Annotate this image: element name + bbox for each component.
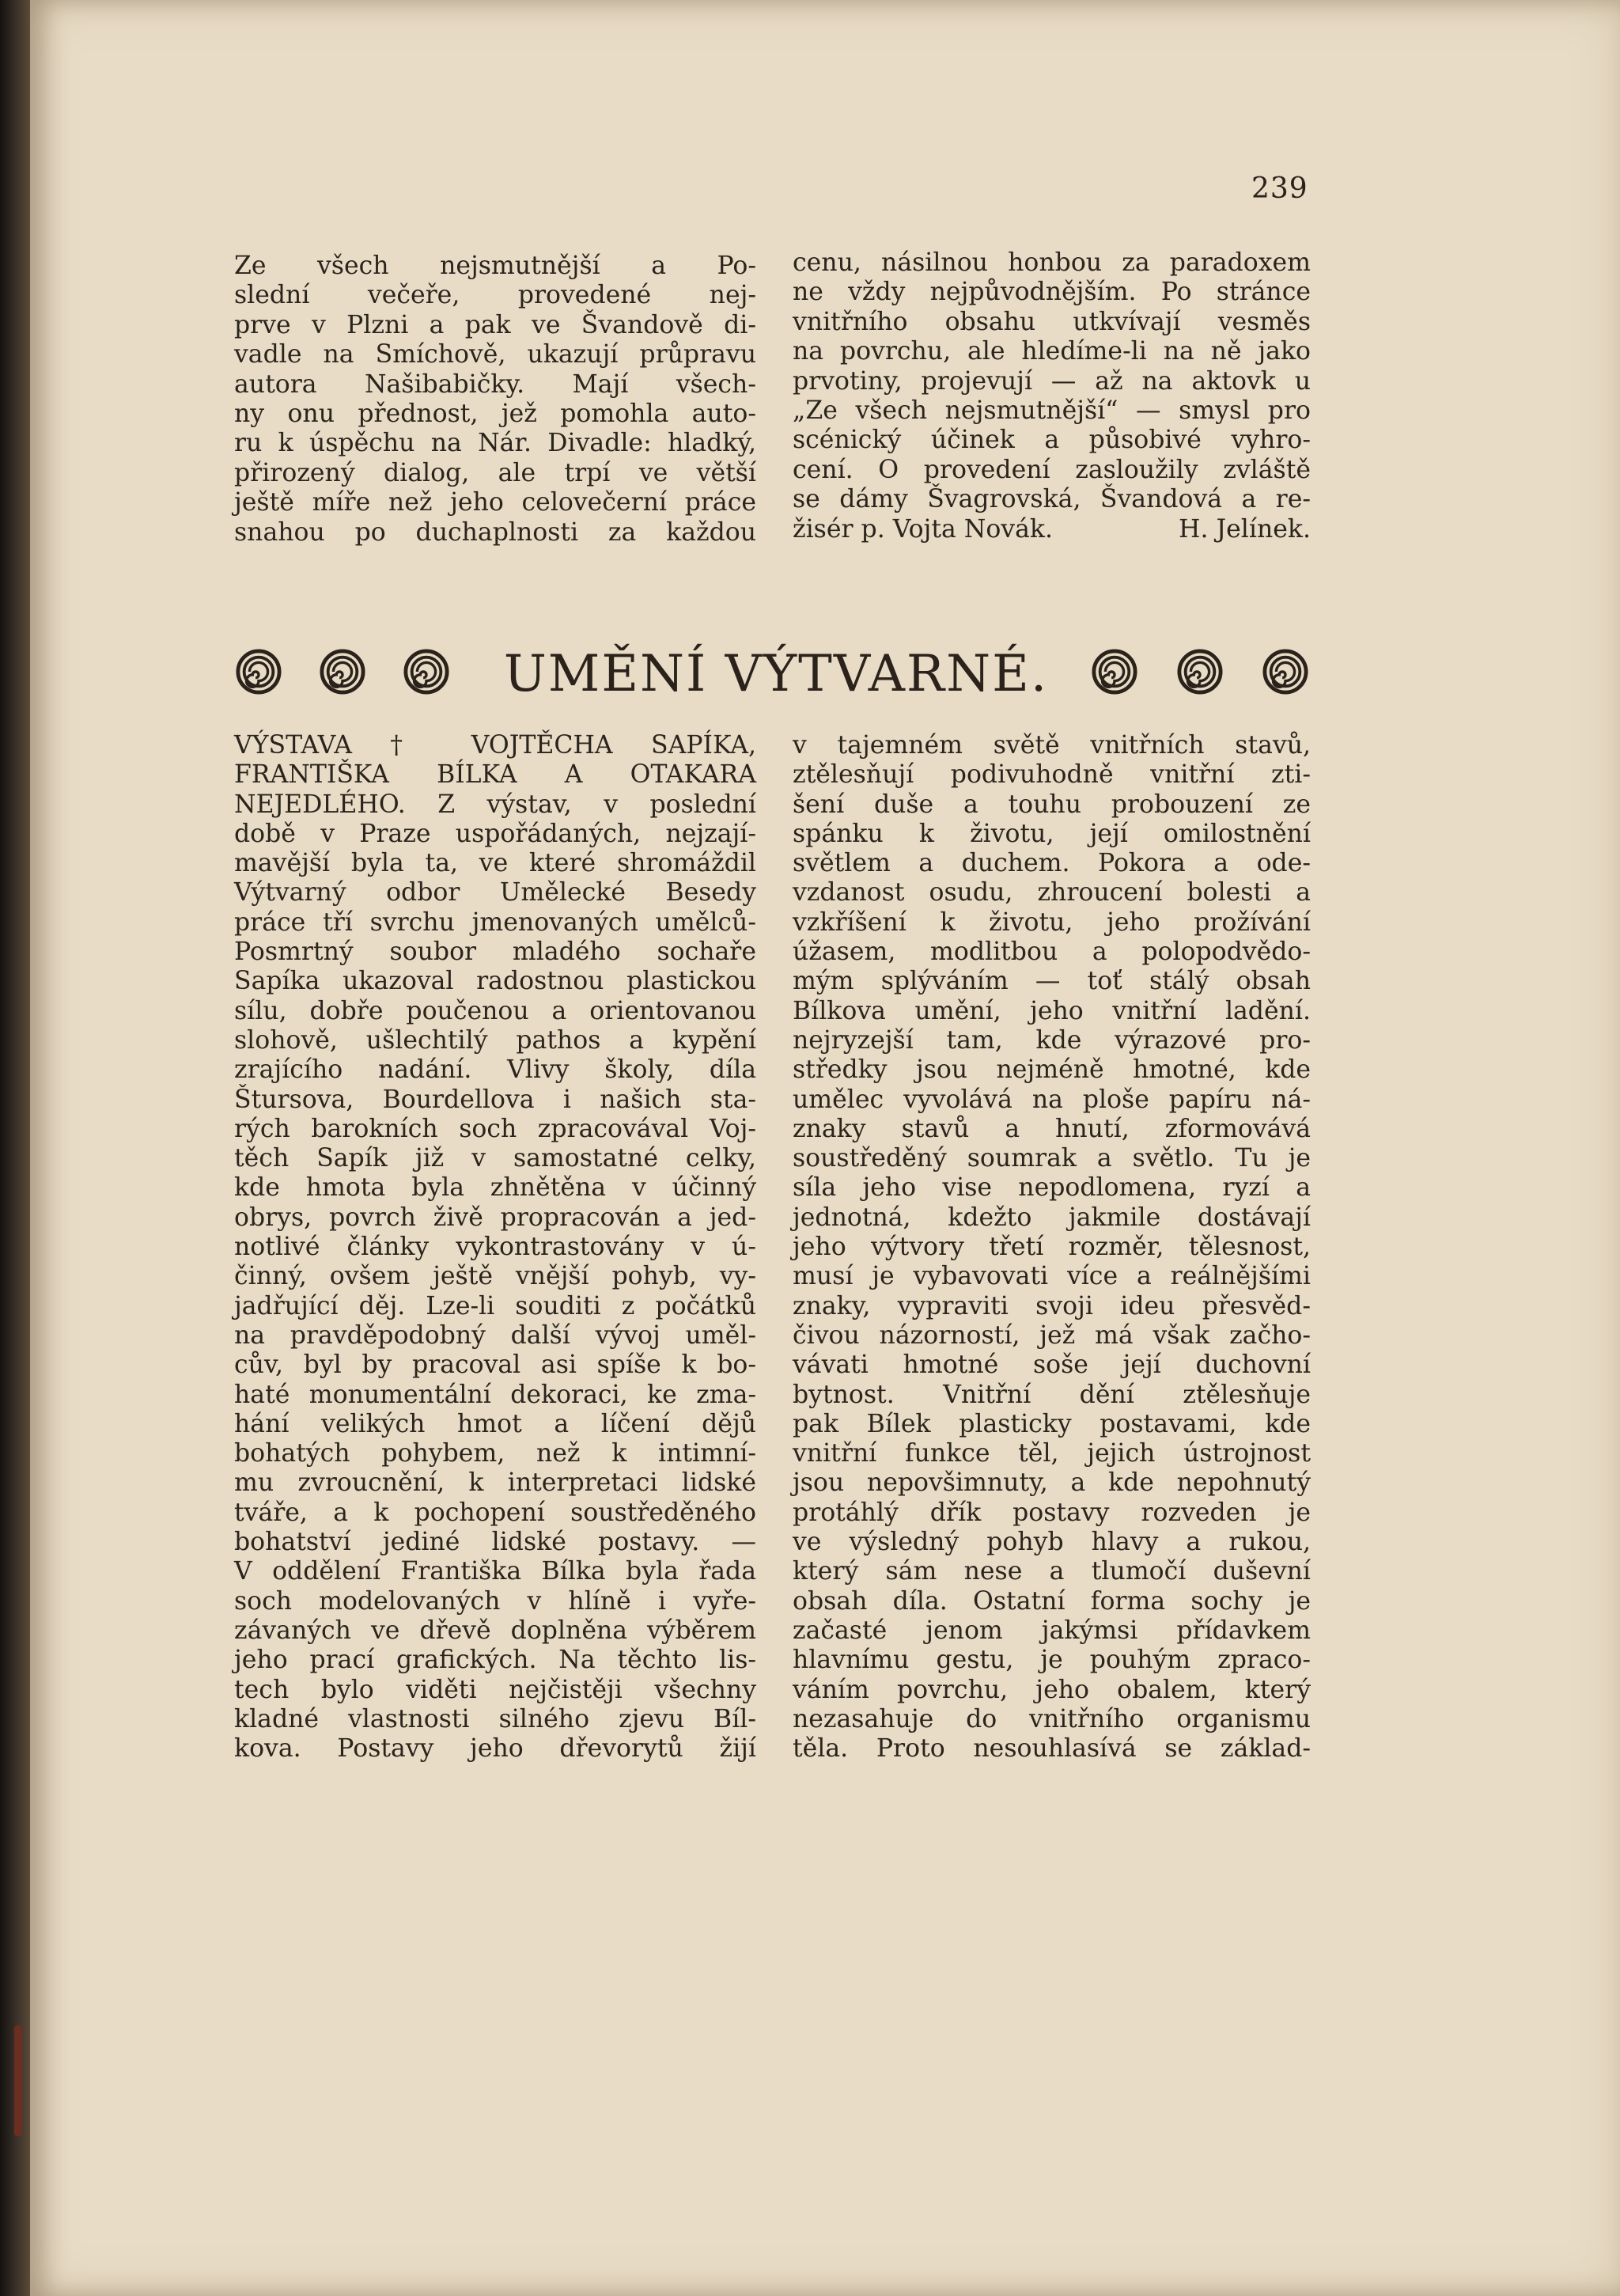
text-line: mým splýváním — toť stálý obsah <box>793 967 1311 996</box>
text-line: přirozený dialog, ale trpí ve větší <box>234 458 756 487</box>
text-line: „Ze všech nejsmutnější“ — smysl pro <box>793 396 1311 426</box>
text-line: síla jeho vise nepodlomena, ryzí a <box>793 1173 1311 1203</box>
text-line: znaky, vypraviti svoji ideu přesvěd- <box>793 1291 1311 1320</box>
review-right-column <box>793 248 1311 544</box>
text-line: světlem a duchem. Pokora a ode- <box>793 849 1311 878</box>
text-line: mavější byla ta, ve které shromáždil <box>234 849 756 878</box>
text-line: hání velikých hmot a líčení dějů <box>234 1409 756 1438</box>
text-line: umělec vyvolává na ploše papíru ná- <box>793 1085 1311 1114</box>
text-line: vadle na Smíchově, ukazují průpravu <box>234 340 756 369</box>
text-line: notlivé články vykontrastovány v ú- <box>234 1233 756 1262</box>
text-line: ztělesňují podivuhodně vnitřní zti- <box>793 760 1311 790</box>
text-line: jednotná, kdežto jakmile dostávají <box>793 1203 1311 1232</box>
text-line: středky jsou nejméně hmotné, kde <box>793 1055 1311 1085</box>
spiral-rosette-icon <box>1262 649 1308 695</box>
text-line: slední večeře, provedené nej- <box>234 281 756 310</box>
text-line: soch modelovaných v hlíně i vyře- <box>234 1586 756 1616</box>
text-line: začasté jenom jakýmsi přídavkem <box>793 1616 1311 1645</box>
text-line: prvotiny, projevují — až na aktovk u <box>793 366 1311 396</box>
text-line: vnitřního obsahu utkvívají vesměs <box>793 307 1311 336</box>
text-line: bohatých pohybem, než k intimní- <box>234 1439 756 1468</box>
text-line: vzkříšení k životu, jeho prožívání <box>793 907 1311 937</box>
text-line: hlavnímu gestu, je pouhým zpraco- <box>793 1646 1311 1675</box>
text-line: činný, ovšem ještě vnější pohyb, vy- <box>234 1262 756 1291</box>
text-line: soustředěný soumrak a světlo. Tu je <box>793 1144 1311 1173</box>
text-line: ru k úspěchu na Nár. Divadle: hladký, <box>234 429 756 458</box>
review-left-column <box>234 252 756 547</box>
text-line: práce tří svrchu jmenovaných umělců- <box>234 907 756 937</box>
text-line: scénický účinek a působivé vyhro- <box>793 426 1311 455</box>
text-line: FRANTIŠKA BÍLKA A OTAKARA <box>234 760 756 790</box>
text-line: autora Našibabičky. Mají všech- <box>234 369 756 399</box>
text-line: obsah díla. Ostatní forma sochy je <box>793 1586 1311 1616</box>
text-line: těch Sapík již v samostatné celky, <box>234 1144 756 1173</box>
text-line: tech bylo viděti nejčistěji všechny <box>234 1675 756 1704</box>
text-line: pak Bílek plasticky postavami, kde <box>793 1409 1311 1438</box>
page-number: 239 <box>1251 172 1308 205</box>
text-line: bohatství jediné lidské postavy. — <box>234 1528 756 1557</box>
text-line: jsou nepovšimnuty, a kde nepohnutý <box>793 1468 1311 1498</box>
text-line: Výtvarný odbor Umělecké Besedy <box>234 878 756 907</box>
section-title: UMĚNÍ VÝTVARNÉ. <box>503 645 1049 703</box>
text-line: v tajemném světě vnitřních stavů, <box>793 731 1311 760</box>
text-line: rých barokních soch zpracovával Voj- <box>234 1114 756 1143</box>
text-line: nejryzejší tam, kde výrazové pro- <box>793 1025 1311 1055</box>
spiral-rosette-icon <box>403 649 449 695</box>
text-line: úžasem, modlitbou a polopodvědo- <box>793 938 1311 967</box>
book-binding <box>0 0 30 2296</box>
text-line: vzdanost osudu, zhroucení bolesti a <box>793 878 1311 907</box>
text-line: jeho výtvory třetí rozměr, tělesnost, <box>793 1233 1311 1262</box>
text-line: jeho prací grafických. Na těchto lis- <box>234 1646 756 1675</box>
spiral-rosette-icon <box>236 649 282 695</box>
text-line: váním povrchu, jeho obalem, který <box>793 1675 1311 1704</box>
binding-marker <box>14 2025 22 2136</box>
text-line: vnitřní funkce těl, jejich ústrojnost <box>793 1439 1311 1468</box>
text-line: cení. O provedení zasloužily zvláště <box>793 455 1311 484</box>
text-line: ne vždy nejpůvodnějším. Po stránce <box>793 278 1311 307</box>
text-line: době v Praze uspořádaných, nejzají- <box>234 819 756 848</box>
text-line: musí je vybavovati více a reálnějšími <box>793 1262 1311 1291</box>
text-line: Bílkova umění, jeho vnitřní ladění. <box>793 996 1311 1025</box>
text-line: snahou po duchaplnosti za každou <box>234 517 756 547</box>
text-line: čivou názorností, jež má však začho- <box>793 1320 1311 1350</box>
review-last-line: žisér p. Vojta Novák. <box>793 514 1053 544</box>
text-line: závaných ve dřevě doplněna výběrem <box>234 1616 756 1645</box>
text-line: haté monumentální dekoraci, ke zma- <box>234 1380 756 1409</box>
text-line: kladné vlastnosti silného zjevu Bíl- <box>234 1704 756 1733</box>
text-line: Sapíka ukazoval radostnou plastickou <box>234 967 756 996</box>
text-line: tváře, a k pochopení soustředěného <box>234 1498 756 1527</box>
spiral-rosette-icon <box>320 649 365 695</box>
text-line: na pravděpodobný další vývoj uměl- <box>234 1320 756 1350</box>
text-line: vávati hmotné soše její duchovní <box>793 1351 1311 1380</box>
text-line: sílu, dobře poučenou a orientovanou <box>234 996 756 1025</box>
text-line: obrys, povrch živě propracován a jed- <box>234 1203 756 1232</box>
text-line: cenu, násilnou honbou za paradoxem <box>793 248 1311 277</box>
text-line: NEJEDLÉHO. Z výstav, v poslední <box>234 790 756 819</box>
review-signature-line <box>793 515 1311 544</box>
text-line: Ze všech nejsmutnější a Po- <box>234 252 756 280</box>
spiral-rosette-icon <box>1092 649 1137 695</box>
text-line: ještě míře než jeho celovečerní práce <box>234 488 756 517</box>
text-line: Štursova, Bourdellova i našich sta- <box>234 1085 756 1114</box>
spiral-rosette-icon <box>1177 649 1223 695</box>
article-left-column <box>234 731 756 1764</box>
text-line: Posmrtný soubor mladého sochaře <box>234 938 756 967</box>
text-line: zrajícího nadání. Vlivy školy, díla <box>234 1055 756 1085</box>
article-right-column <box>793 731 1311 1764</box>
review-signature: H. Jelínek. <box>1179 514 1311 544</box>
text-line: kde hmota byla zhnětěna v účinný <box>234 1173 756 1203</box>
text-line: ve výsledný pohyb hlavy a rukou, <box>793 1528 1311 1557</box>
text-line: šení duše a touhu probouzení ze <box>793 790 1311 819</box>
text-line: znaky stavů a hnutí, zformovává <box>793 1114 1311 1143</box>
text-line: na povrchu, ale hledíme-li na ně jako <box>793 337 1311 366</box>
text-line: slohově, ušlechtilý pathos a kypění <box>234 1025 756 1055</box>
text-line: cův, byl by pracoval asi spíše k bo- <box>234 1351 756 1380</box>
text-line: se dámy Švagrovská, Švandová a re- <box>793 485 1311 514</box>
section-heading <box>234 642 1312 706</box>
text-line: který sám nese a tlumočí duševní <box>793 1557 1311 1586</box>
text-line: prve v Plzni a pak ve Švandově di- <box>234 310 756 339</box>
text-line: jadřující děj. Lze-li souditi z počátků <box>234 1291 756 1320</box>
text-line: těla. Proto nesouhlasívá se základ- <box>793 1734 1311 1764</box>
text-line: nezasahuje do vnitřního organismu <box>793 1704 1311 1733</box>
text-line: kova. Postavy jeho dřevorytů žijí <box>234 1734 756 1764</box>
text-line: ny onu přednost, jež pomohla auto- <box>234 400 756 429</box>
text-line: spánku k životu, její omilostnění <box>793 819 1311 848</box>
text-line: protáhlý dřík postavy rozveden je <box>793 1498 1311 1527</box>
text-line: VÝSTAVA † VOJTĚCHA SAPÍKA, <box>234 731 756 760</box>
text-line: bytnost. Vnitřní dění ztělesňuje <box>793 1380 1311 1409</box>
text-line: mu zvroucnění, k interpretaci lidské <box>234 1468 756 1498</box>
text-line: V oddělení Františka Bílka byla řada <box>234 1557 756 1586</box>
